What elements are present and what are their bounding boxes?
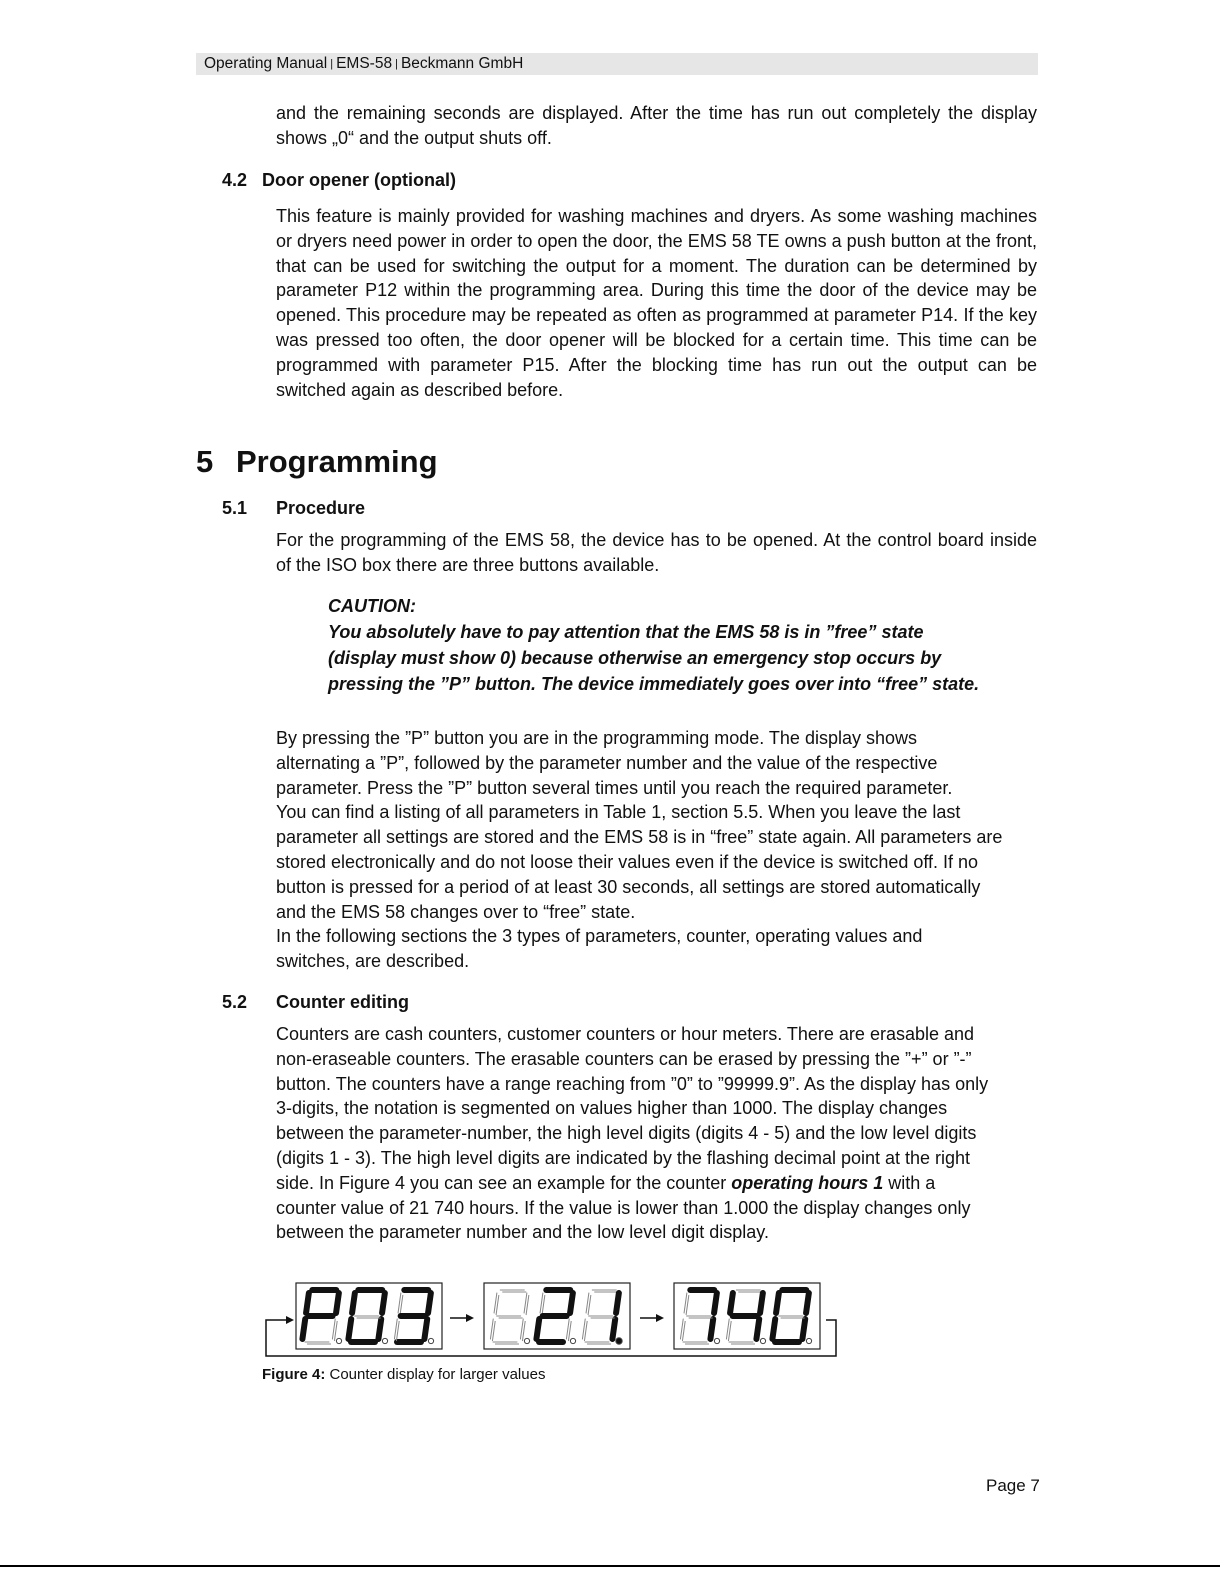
figure-4-caption-text: Counter display for larger values <box>325 1366 546 1383</box>
display-segment <box>806 1293 809 1313</box>
section-5-2-number: 5.2 <box>222 992 248 1012</box>
arrow-icon-head <box>466 1314 474 1322</box>
body-line: alternating a ”P”, followed by the parameter number and the value of the respective <box>276 752 938 773</box>
section-5-1-number: 5.1 <box>222 498 248 518</box>
section-4-2-heading <box>222 170 456 191</box>
header-doc-name: Operating Manual <box>204 55 328 72</box>
decimal-point <box>570 1338 575 1343</box>
display-segment <box>710 1319 713 1339</box>
intro-paragraph: and the remaining seconds are displayed. After the time has run out completely the display shows „0“ and the output shuts off. <box>276 103 1037 148</box>
display-segment <box>428 1293 431 1313</box>
body-line: stored electronically and do not loose their values even if the device is switched off. If no <box>276 851 979 872</box>
header-company: Beckmann GmbH <box>400 55 524 72</box>
body-line: Counters are cash counters, customer counters or hour meters. There are erasable and <box>276 1024 975 1044</box>
display-segment <box>714 1293 717 1313</box>
caution-line-3: pressing the ”P” button. The device immediately goes over into “free” state. <box>328 674 980 694</box>
header-model: EMS-58 <box>336 55 393 72</box>
caution-line-1: You absolutely have to pay attention that the EMS 58 is in ”free” state <box>328 622 924 642</box>
display-segment <box>306 1293 309 1313</box>
section-5-1-body: For the programming of the EMS 58, the device has to be opened. At the control board inside of the ISO box there are three buttons available. <box>276 530 1037 575</box>
display-segment <box>302 1319 305 1339</box>
body-line: By pressing the ”P” button you are in the programming mode. The display shows <box>276 728 917 748</box>
section-5-1-heading <box>222 498 365 519</box>
section-4-2-body: This feature is mainly provided for washing machines and dryers. As some washing machines or dryers need power in order to open the door, the EMS 58 TE owns a push button at the front, that can be used for switching the output for a moment. The duration can be determined by parameter P12 within the programming area. During this time the door of the device may be opened. This procedure may be repeated as often as programmed at parameter P14. If the key was pressed too often, the door opener will be blocked for a certain time. This time can be programmed with parameter P15. After the blocking time has run out the output can be switched again as described before. <box>276 206 1037 400</box>
page-number: Page 7 <box>986 1476 1040 1495</box>
body-line: and the EMS 58 changes over to “free” state. <box>276 901 636 922</box>
body-line: parameter all settings are stored and the EMS 58 is in “free” state again. All parameters are <box>276 827 1003 848</box>
display-segment <box>776 1293 779 1313</box>
body-line: You can find a listing of all parameters in Table 1, section 5.5. When you leave the last <box>276 802 961 823</box>
figure-4-caption <box>262 1366 545 1383</box>
chapter-5-number: 5 <box>196 444 214 479</box>
display-segment <box>352 1293 355 1313</box>
section-5-1-body-2 <box>276 726 1037 974</box>
body-line <box>276 1171 1037 1196</box>
display-segment <box>536 1319 539 1339</box>
figure-4 <box>262 1280 842 1360</box>
decimal-point <box>760 1338 765 1343</box>
arrow-icon-head <box>656 1314 664 1322</box>
body-line: In the following sections the 3 types of parameters, counter, operating values and <box>276 926 923 947</box>
caution-line-2: (display must show 0) because otherwise an emergency stop occurs by <box>328 648 942 668</box>
caution-box <box>328 593 1028 697</box>
decimal-point <box>382 1338 387 1343</box>
display-segment <box>756 1319 759 1339</box>
body-line: button is pressed for a period of at least 30 seconds, all settings are stored automatically <box>276 876 981 897</box>
display-segment <box>760 1293 763 1313</box>
display-segment <box>612 1319 615 1339</box>
display-segment <box>616 1293 619 1313</box>
decimal-point <box>336 1338 341 1343</box>
section-4-2-title: Door opener (optional) <box>262 170 456 190</box>
section-5-2-title: Counter editing <box>276 992 409 1012</box>
display-segment <box>336 1293 339 1313</box>
display-segment <box>378 1319 381 1339</box>
body-line: non-eraseable counters. The erasable counters can be erased by pressing the ”+” or ”-” <box>276 1048 972 1069</box>
section-5-2-body <box>276 1022 1037 1245</box>
section-5-1-title: Procedure <box>276 498 366 518</box>
chapter-5-title: Programming <box>236 444 438 479</box>
counter-display-diagram <box>262 1280 842 1360</box>
body-line: button. The counters have a range reaching from ”0” to ”99999.9”. As the display has only <box>276 1073 989 1094</box>
decimal-point <box>714 1338 719 1343</box>
body-line: between the parameter number and the low level digit display. <box>276 1222 769 1243</box>
header-text <box>204 55 523 73</box>
body-line-text-tail: with a <box>883 1172 936 1193</box>
body-line: switches, are described. <box>276 951 470 972</box>
display-segment <box>772 1319 775 1339</box>
decimal-point <box>428 1338 433 1343</box>
display-segment <box>424 1319 427 1339</box>
body-line: between the parameter-number, the high level digits (digits 4 - 5) and the low level digits <box>276 1123 977 1144</box>
bottom-rule <box>0 1565 1220 1567</box>
decimal-point <box>806 1338 811 1343</box>
header-separator-1: | <box>330 58 334 70</box>
section-5-2-heading <box>222 992 409 1013</box>
decimal-point <box>616 1338 622 1344</box>
section-4-2-number: 4.2 <box>222 170 248 190</box>
display-segment <box>348 1319 351 1339</box>
display-segment <box>382 1293 385 1313</box>
chapter-5-heading <box>196 444 438 480</box>
figure-4-caption-label: Figure 4: <box>262 1366 326 1383</box>
decimal-point <box>524 1338 529 1343</box>
display-segment <box>730 1293 733 1313</box>
display-segment <box>570 1293 573 1313</box>
body-line: parameter. Press the ”P” button several times until you reach the required parameter. <box>276 777 953 798</box>
loop-arrow-icon <box>286 1316 294 1324</box>
header-separator-2: | <box>395 58 398 70</box>
running-header <box>196 53 1038 75</box>
caution-title: CAUTION: <box>328 596 416 616</box>
body-line: counter value of 21 740 hours. If the value is lower than 1.000 the display changes only <box>276 1197 971 1218</box>
emphasis-operating-hours: operating hours 1 <box>731 1172 884 1193</box>
body-line-text: side. In Figure 4 you can see an example for the counter <box>276 1172 732 1193</box>
body-line: (digits 1 - 3). The high level digits are indicated by the flashing decimal point at the right <box>276 1147 971 1168</box>
display-segment <box>802 1319 805 1339</box>
body-line: 3-digits, the notation is segmented on values higher than 1000. The display changes <box>276 1098 948 1119</box>
